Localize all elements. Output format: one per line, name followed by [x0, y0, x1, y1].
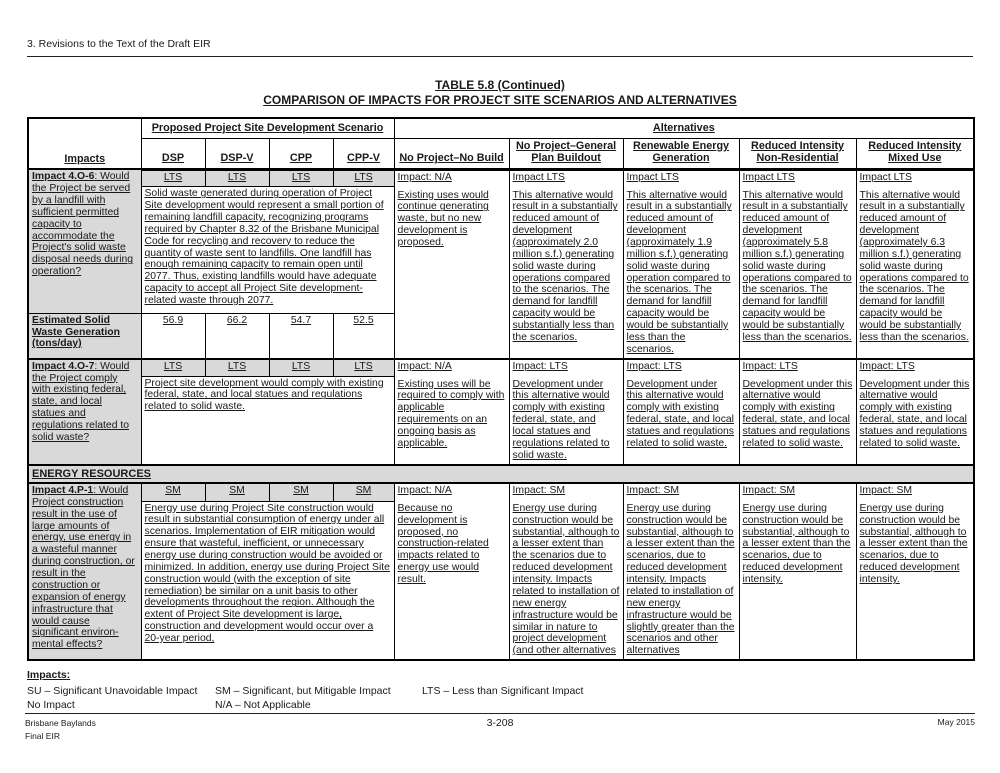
status-4o6-cpp: LTS	[269, 169, 333, 187]
impact-4p1-label-rest: : Would Project construction result in the use of large amounts of energy, use energy in a wasteful manner during construction, or result in the construction or expansion of energy infrastructure that would cause significant environ-mental effects?	[32, 485, 135, 651]
alt-cell-4o7-renewable	[623, 359, 739, 465]
legend-column-2	[215, 685, 422, 712]
alt-impact-text: Existing uses will be required to comply with applicable requirements on an ongoing basis as applicable.	[397, 378, 505, 449]
status-4o6-dsp: LTS	[141, 169, 205, 187]
alt-impact-text: This alternative would result in a substantially reduced amount of development (approximately 5.8 million s.f.) generating solid waste during operations compared to the scenarios. The demand for landfill capacity would be would be substantially less than the scenarios.	[742, 189, 852, 343]
alt-cell-4o7-no-build	[394, 359, 509, 465]
legend-column-1	[27, 685, 215, 712]
alt-impact-level: Impact LTS	[626, 171, 679, 183]
legend-column-3	[422, 685, 973, 712]
impact-4p1-label	[28, 483, 141, 660]
impact-4o6-label-lead: Impact 4.O-6	[32, 171, 95, 183]
waste-value-cpp: 54.7	[269, 313, 333, 358]
alt-impact-text: Energy use during construction would be substantial, although to a lesser extent than the scenarios, due to reduced development intensity.	[742, 502, 851, 586]
legend-item-lts: LTS – Less than Significant Impact	[422, 685, 584, 698]
scenario-text-4o6: Solid waste generated during operation of Project Site development would represent a small portion of remaining landfill capacity, recognizing programs required by Chapter 8.32 of the Brisbane Municipal Code for recycling and recovery to reduce the quantity of waste sent to landfills. One landfill has enough remaining capacity to remain open until 2077. Thus, existing landfills would have adequate capacity to accept all Project Site development-related waste through 2077.	[141, 187, 394, 313]
status-4p1-cpp-v: SM	[333, 483, 394, 501]
status-4o7-cpp-v: LTS	[333, 359, 394, 376]
alt-impact-level: Impact: LTS	[512, 360, 568, 372]
impacts-legend	[27, 669, 973, 712]
alt-impact-level: Impact LTS	[859, 171, 912, 183]
alt-impact-text: This alternative would result in a substantially reduced amount of development (approximately 2.0 million s.f.) generating solid waste during operations compared to the scenarios. The demand for landfill capacity would be substantially less than the scenarios.	[512, 189, 618, 343]
col-header-dsp: DSP	[141, 138, 205, 169]
impact-4o6-label	[28, 169, 141, 313]
alt-impact-level: Impact: N/A	[397, 360, 452, 372]
impact-4p1-label-lead: Impact 4.P-1	[32, 485, 94, 497]
waste-value-dsp-v: 66.2	[205, 313, 269, 358]
alt-cell-4p1-no-build	[394, 483, 509, 660]
alt-cell-4o6-no-build	[394, 169, 509, 358]
alt-impact-level: Impact LTS	[742, 171, 795, 183]
col-header-cpp-v: CPP-V	[333, 138, 394, 169]
status-4o6-dsp-v: LTS	[205, 169, 269, 187]
alt-impact-text: Development under this alternative would comply with existing federal, state, and local statues and regulations related to solid waste.	[626, 378, 734, 449]
waste-value-cpp-v: 52.5	[333, 313, 394, 358]
alt-impact-text: Energy use during construction would be substantial, although to a lesser extent than the scenarios, due to reduced development intensity.	[859, 502, 968, 586]
status-4p1-dsp-v: SM	[205, 483, 269, 501]
alt-impact-text: Because no development is proposed, no construction-related impacts related to energy use would result.	[397, 502, 489, 586]
alt-impact-level: Impact: LTS	[742, 360, 798, 372]
chapter-header: 3. Revisions to the Text of the Draft EIR	[27, 38, 973, 57]
col-header-renewable: Renewable Energy Generation	[623, 138, 739, 169]
status-4o6-cpp-v: LTS	[333, 169, 394, 187]
alt-impact-text: This alternative would result in a substantially reduced amount of development (approximately 6.3 million s.f.) generating solid waste during operations compared to the scenarios. The demand for landfill capacity would be would be substantially less than the scenarios.	[859, 189, 969, 343]
alt-cell-4p1-gp-buildout	[509, 483, 623, 660]
group-header-alternatives: Alternatives	[394, 118, 974, 138]
footer-date: May 2015	[937, 717, 976, 727]
alt-cell-4o6-gp-buildout	[509, 169, 623, 358]
section-header-energy-resources: ENERGY RESOURCES	[28, 465, 974, 484]
comparison-table	[27, 117, 975, 661]
footer-left-line2: Final EIR	[25, 730, 60, 741]
status-4p1-dsp: SM	[141, 483, 205, 501]
alt-impact-level: Impact: LTS	[626, 360, 682, 372]
alt-impact-level: Impact LTS	[512, 171, 565, 183]
alt-cell-4p1-ri-mixed	[856, 483, 974, 660]
alt-impact-text: Development under this alternative would comply with existing federal, state, and local statues and regulations related to solid waste.	[742, 378, 853, 449]
alt-cell-4p1-renewable	[623, 483, 739, 660]
alt-impact-level: Impact: N/A	[397, 485, 452, 497]
impact-4o7-label-rest: : Would the Project comply with existing federal, state, and local statues and regulations related to solid waste?	[32, 360, 130, 443]
legend-item-su: SU – Significant Unavoidable Impact	[27, 685, 198, 698]
table-title	[27, 78, 973, 107]
alt-impact-level: Impact: SM	[512, 485, 566, 497]
alt-impact-text: Development under this alternative would comply with existing federal, state, and local statues and regulations related to solid waste.	[859, 378, 970, 449]
waste-value-dsp: 56.9	[141, 313, 205, 358]
footer-document-name	[25, 717, 342, 743]
col-header-impacts: Impacts	[28, 118, 141, 169]
scenario-text-4p1: Energy use during Project Site construction would result in substantial consumption of energy under all scenarios. Implementation of EIR mitigation would ensure that wasteful, inefficient, or unnecessary energy use during construction would be avoided or minimized. In addition, energy use during Project Site construction would (with the exception of site remediation) be similar on a unit basis to other developments throughout the region. Although the extent of Project Site development is large, construction and development would occur over a 20-year period,	[141, 501, 394, 660]
alt-cell-4o7-gp-buildout	[509, 359, 623, 465]
alt-impact-text: Energy use during construction would be substantial, although to a lesser extent than the scenarios due to reduced development intensity. Impacts related to installation of new energy infrastructure would be similar in nature to project development (and other alternatives	[512, 502, 620, 657]
legend-item-sm: SM – Significant, but Mitigable Impact	[215, 685, 391, 698]
alt-impact-text: Existing uses would continue generating waste, but no new development is proposed.	[397, 189, 489, 249]
alt-cell-4o7-ri-mixed	[856, 359, 974, 465]
status-4o7-cpp: LTS	[269, 359, 333, 376]
col-header-dsp-v: DSP-V	[205, 138, 269, 169]
status-4p1-cpp: SM	[269, 483, 333, 501]
status-4o7-dsp-v: LTS	[205, 359, 269, 376]
legend-title: Impacts:	[27, 669, 71, 682]
footer-left-line1: Brisbane Baylands	[25, 718, 96, 728]
table-title-line1: TABLE 5.8 (Continued)	[435, 78, 565, 92]
impact-4o7-label	[28, 359, 141, 465]
scenario-text-4o7: Project site development would comply with existing federal, state, and local statues and regulations related to solid waste.	[141, 376, 394, 464]
page-number: 3-208	[486, 717, 514, 729]
alt-cell-4o7-ri-nonres	[739, 359, 856, 465]
impact-4o6-label-rest: : Would the Project be served by a landfill with sufficient permitted capacity to accommodate the Project's solid waste disposal needs during operation?	[32, 171, 134, 278]
alt-impact-text: Development under this alternative would comply with existing federal, state, and local statues and regulations related to solid waste.	[512, 378, 610, 461]
group-header-scenarios: Proposed Project Site Development Scenario	[141, 118, 394, 138]
col-header-gp-buildout: No Project–General Plan Buildout	[509, 138, 623, 169]
alt-impact-level: Impact: SM	[626, 485, 680, 497]
alt-impact-text: Energy use during construction would be substantial, although to a lesser extent than the scenarios, due to reduced development intensity. Impacts related to installation of new energy infrastructure would be slightly greater than the scenarios and other alternatives	[626, 502, 735, 657]
table-title-line2: COMPARISON OF IMPACTS FOR PROJECT SITE SCENARIOS AND ALTERNATIVES	[263, 92, 737, 107]
alt-cell-4o6-ri-nonres	[739, 169, 856, 358]
impact-4o7-label-lead: Impact 4.O-7	[32, 360, 95, 372]
waste-row-label: Estimated Solid Waste Generation (tons/day)	[28, 313, 141, 358]
alt-cell-4p1-ri-nonres	[739, 483, 856, 660]
col-header-ri-mixed: Reduced Intensity Mixed Use	[856, 138, 974, 169]
alt-cell-4o6-ri-mixed	[856, 169, 974, 358]
alt-impact-level: Impact: SM	[859, 485, 913, 497]
alt-impact-level: Impact: LTS	[859, 360, 915, 372]
col-header-cpp: CPP	[269, 138, 333, 169]
legend-item-no-impact: No Impact	[27, 698, 75, 711]
alt-cell-4o6-renewable	[623, 169, 739, 358]
alt-impact-level: Impact: SM	[742, 485, 796, 497]
status-4o7-dsp: LTS	[141, 359, 205, 376]
alt-impact-text: This alternative would result in a substantially reduced amount of development (approximately 1.9 million s.f.) generating solid waste during operation compared to the scenarios. The demand for landfill capacity would be would be substantially less than the scenarios.	[626, 189, 732, 355]
col-header-no-build: No Project–No Build	[394, 138, 509, 169]
alt-impact-level: Impact: N/A	[397, 171, 452, 183]
col-header-ri-nonres: Reduced Intensity Non-Residential	[739, 138, 856, 169]
legend-item-na: N/A – Not Applicable	[215, 698, 311, 711]
page-footer	[25, 713, 975, 743]
